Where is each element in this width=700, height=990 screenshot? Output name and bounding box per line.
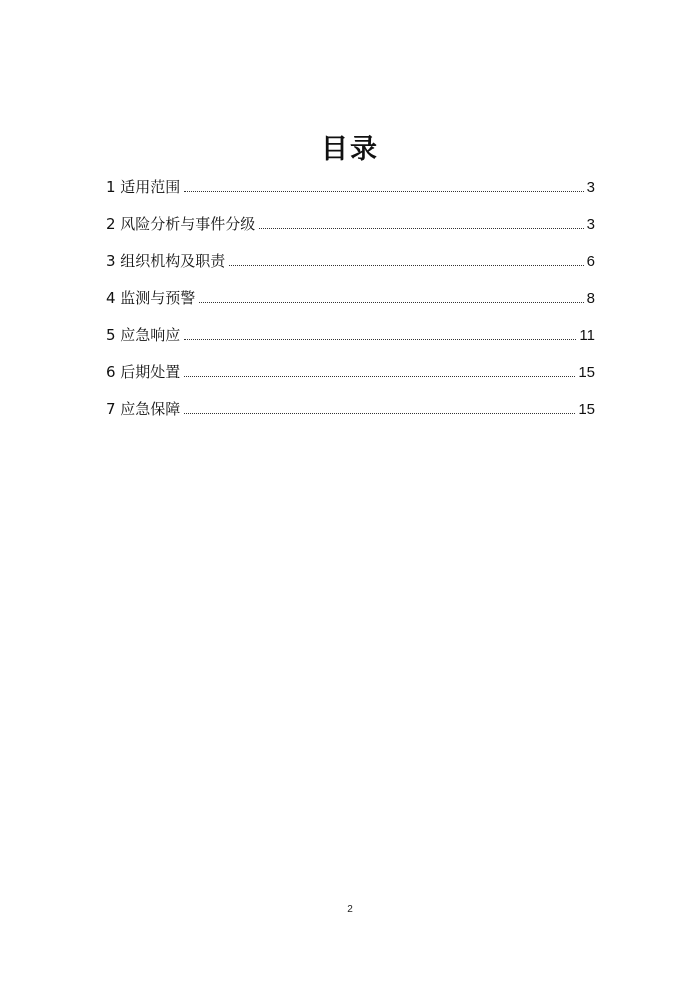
toc-entry-4[interactable] [106, 287, 595, 324]
toc-entry-label: 7 应急保障 [106, 400, 181, 418]
toc-dot-leader [259, 227, 583, 229]
toc-entry-label: 5 应急响应 [106, 326, 181, 344]
toc-entry-page: 3 [586, 179, 595, 196]
page-number: 2 [347, 904, 353, 915]
toc-entry-6[interactable] [106, 361, 595, 398]
toc-entry-page: 6 [586, 253, 595, 270]
table-of-contents [106, 176, 595, 435]
toc-entry-page: 15 [578, 364, 595, 381]
toc-entry-7[interactable] [106, 398, 595, 435]
toc-dot-leader [199, 301, 583, 303]
toc-dot-leader [184, 375, 575, 377]
toc-entry-1[interactable] [106, 176, 595, 213]
toc-entry-2[interactable] [106, 213, 595, 250]
toc-entry-page: 3 [586, 216, 595, 233]
toc-entry-3[interactable] [106, 250, 595, 287]
toc-entry-page: 11 [579, 327, 595, 344]
toc-entry-label: 1 适用范围 [106, 178, 181, 196]
toc-entry-label: 2 风险分析与事件分级 [106, 215, 256, 233]
toc-entry-label: 4 监测与预警 [106, 289, 196, 307]
toc-entry-5[interactable] [106, 324, 595, 361]
toc-dot-leader [229, 264, 583, 266]
toc-dot-leader [184, 412, 575, 414]
toc-entry-label: 6 后期处置 [106, 363, 181, 381]
toc-dot-leader [184, 338, 576, 340]
toc-entry-page: 15 [578, 401, 595, 418]
toc-title: 目录 [321, 134, 379, 165]
toc-entry-page: 8 [586, 290, 595, 307]
toc-entry-label: 3 组织机构及职责 [106, 252, 226, 270]
toc-dot-leader [184, 190, 583, 192]
